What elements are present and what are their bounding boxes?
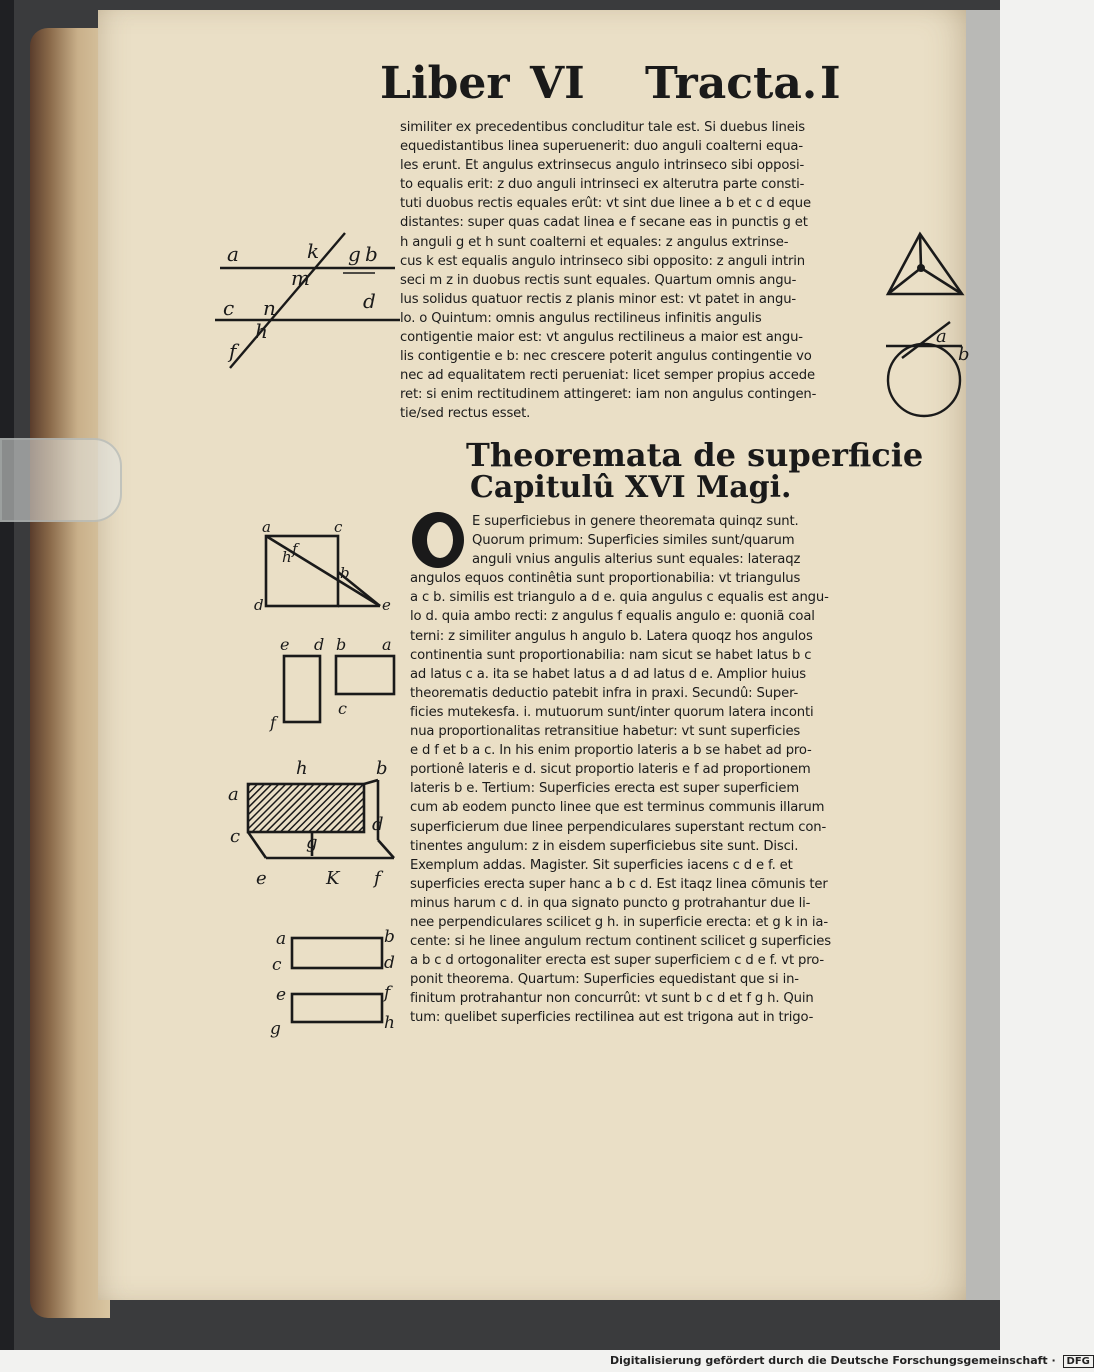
fig-label: f [384,983,391,1003]
fig-label: h [384,1013,395,1033]
text-line: theorematis deductio patebit infra in praxi. Secundû: Super- [410,685,799,701]
fig-label: e [382,596,391,614]
text-line: E superficiebus in genere theoremata quinqz sunt. [472,514,799,529]
fig-label: a [276,929,287,949]
text-line: cente: si he linee angulum rectum continent scilicet g superficies [410,934,831,950]
fig-label: d [363,289,376,313]
text-line: cus k est equalis angulo intrinseco sibi opposito: z anguli intrin [400,253,805,269]
text-line: ret: si enim rectitudinem attingeret: iam non angulus contingen- [400,387,817,403]
facing-page-edge [966,10,1000,1300]
paragraph-upper [400,118,816,424]
fig-label: b [384,927,395,947]
text-line: a c b. similis est triangulo a d e. quia angulus c equalis est angu- [410,590,829,606]
fig-label: e [256,868,267,889]
page-clip [0,438,122,522]
fig-label: f [270,713,276,732]
text-line: contigentie maior est: vt angulus rectilineus a maior est angu- [400,330,803,346]
fig-label: g [348,242,361,266]
header-liber: Liber [380,58,510,109]
fig-label: h [296,758,308,779]
text-line: les erunt. Et angulus extrinsecus angulo intrinseco sibi opposi- [400,158,805,174]
fig-label: g [306,832,318,853]
fig-label: f [374,868,381,889]
text-line: Exemplum addas. Magister. Sit superficies iacens c d e f. et [410,857,793,873]
text-line: nua proportionalitas retransitiue habetur: vt sunt superficies [410,724,801,740]
text-line: lateris b e. Tertium: Superficies erecta est super superficiem [410,781,800,797]
fig-label: d [314,635,325,654]
fig-label: c [334,518,343,536]
text-line: e d f et b a c. In his enim proportio lateris a b se habet ad pro- [410,743,812,759]
fig-label: e [280,635,290,654]
paragraph-lower [410,512,831,1028]
text-line: angulos equos continêtia sunt proportionabilia: vt triangulus [410,571,801,587]
fig-label: g [270,1019,281,1039]
fig-label: a [228,784,239,805]
text-line: tie/sed rectus esset. [400,406,531,422]
text-line: h anguli g et h sunt coalterni et equales: z angulus extrinse- [400,234,789,250]
figure-parallel-planes [268,924,398,1042]
fig-label: k [307,239,320,263]
figure-contingence [882,318,974,428]
text-line: equedistantibus linea superuenerit: duo anguli coalterni equa- [400,139,803,155]
text-line: cum ab eodem puncto linee que est terminus communis illarum [410,800,825,816]
text-line: ad latus c a. ita se habet latus a d ad latus d e. Amplior huius [410,666,806,682]
text-line: Quorum primum: Superficies similes sunt/quarum [472,533,795,549]
fig-label: K [326,868,340,889]
header-tractatus: Tracta. [645,58,818,109]
fig-label: d [372,814,384,835]
text-line: ponit theorema. Quartum: Superficies equedistant que si in- [410,972,799,988]
fig-label: c [338,699,347,718]
text-line: nec ad equalitatem recti perueniat: licet semper propius accede [400,368,815,384]
fig-label: b [336,635,347,654]
text-line: superficierum due linee perpendiculares superstant rectum con- [410,819,827,835]
fig-label: h [255,319,268,343]
text-line: tum: quelibet superficies rectilinea aut est trigona aut in trigo- [410,1010,814,1026]
text-line: nee perpendiculares scilicet g h. in superficie erecta: et g k in ia- [410,914,828,930]
figure-similar-triangles [252,520,402,612]
fig-label: b [376,758,388,779]
fig-label: c [272,955,282,975]
fig-label: a [382,635,392,654]
fig-label: c [230,826,241,847]
figure-erect-planes [226,758,404,890]
running-header [380,58,860,118]
text-line: tuti duobus rectis equales erût: vt sint due linee a b et c d eque [400,196,811,212]
figure-solid-angle [884,228,966,300]
fig-label: n [263,296,276,320]
text-line: ficies mutekesfa. i. mutuorum sunt/inter quorum latera inconti [410,704,814,720]
fig-label: f [229,339,237,363]
fig-label: b [365,242,378,266]
fig-label: h [282,548,292,566]
text-line: lis contigentie e b: nec crescere poterit angulus contingentie vo [400,349,812,365]
footer-text: Digitalisierung gefördert durch die Deutsche Forschungsgemeinschaft [610,1354,1048,1367]
fig-label: a [936,326,947,347]
text-line: distantes: super quas cadat linea e f secane eas in punctis g et [400,215,808,231]
figure-reciprocal-rectangles [266,632,406,732]
text-line: similiter ex precedentibus concluditur tale est. Si duebus lineis [400,120,805,135]
chapter-title-line2: Capitulû XVI Magi. [470,470,792,505]
text-line: minus harum c d. in qua signato puncto g protrahantur due li- [410,895,811,911]
text-line: continentia sunt proportionabilia: nam sicut se habet latus b c [410,647,812,663]
text-line: superficies erecta super hanc a b c d. Est itaqz linea cõmunis ter [410,876,828,892]
text-line: portionê lateris e d. sicut proportio lateris e f ad proportionem [410,762,811,778]
figure-parallel-lines [215,228,405,378]
text-line: a b c d ortogonaliter erecta est super superficiem c d e f. vt pro- [410,953,824,969]
fig-label: a [227,242,239,266]
chapter-title-line1: Theoremata de superficie [466,436,924,474]
fig-label: f [292,540,298,558]
fig-label: b [958,344,970,365]
header-tract-number: I [820,58,841,109]
text-line: lus solidus quatuor rectis z planis minor est: vt patet in angu- [400,291,797,307]
text-line: seci m z in duobus rectis sunt equales. Quartum omnis angu- [400,272,797,288]
text-line: anguli vnius angulis alterius sunt equales: lateraqz [472,552,801,568]
text-line: terni: z similiter angulus h angulo b. Latera quoqz hos angulos [410,628,813,644]
text-line: lo. o Quintum: omnis angulus rectilineus infinitis angulis [400,310,762,326]
fig-label: d [254,596,264,614]
fig-label: b [340,564,350,582]
fig-label: d [384,953,395,973]
fig-label: m [291,266,310,290]
fig-label: e [276,985,287,1005]
dfg-logo: DFG [1063,1355,1094,1368]
scanner-edge [0,0,14,1350]
text-line: tinentes angulum: z in eisdem superficiebus site sunt. Disci. [410,838,799,854]
fig-label: a [262,518,271,536]
fig-label: c [223,296,235,320]
text-line: lo d. quia ambo recti: z angulus f equalis angulo e: quoniã coal [410,609,815,625]
text-line: to equalis erit: z duo anguli intrinseci ex alterutra parte consti- [400,177,805,193]
text-line: finitum protrahantur non concurrût: vt sunt b c d et f g h. Quin [410,991,814,1007]
header-book-number: VI [530,58,585,109]
digitization-credit: Digitalisierung gefördert durch die Deutsche Forschungsgemeinschaft · DFG [610,1354,1094,1368]
